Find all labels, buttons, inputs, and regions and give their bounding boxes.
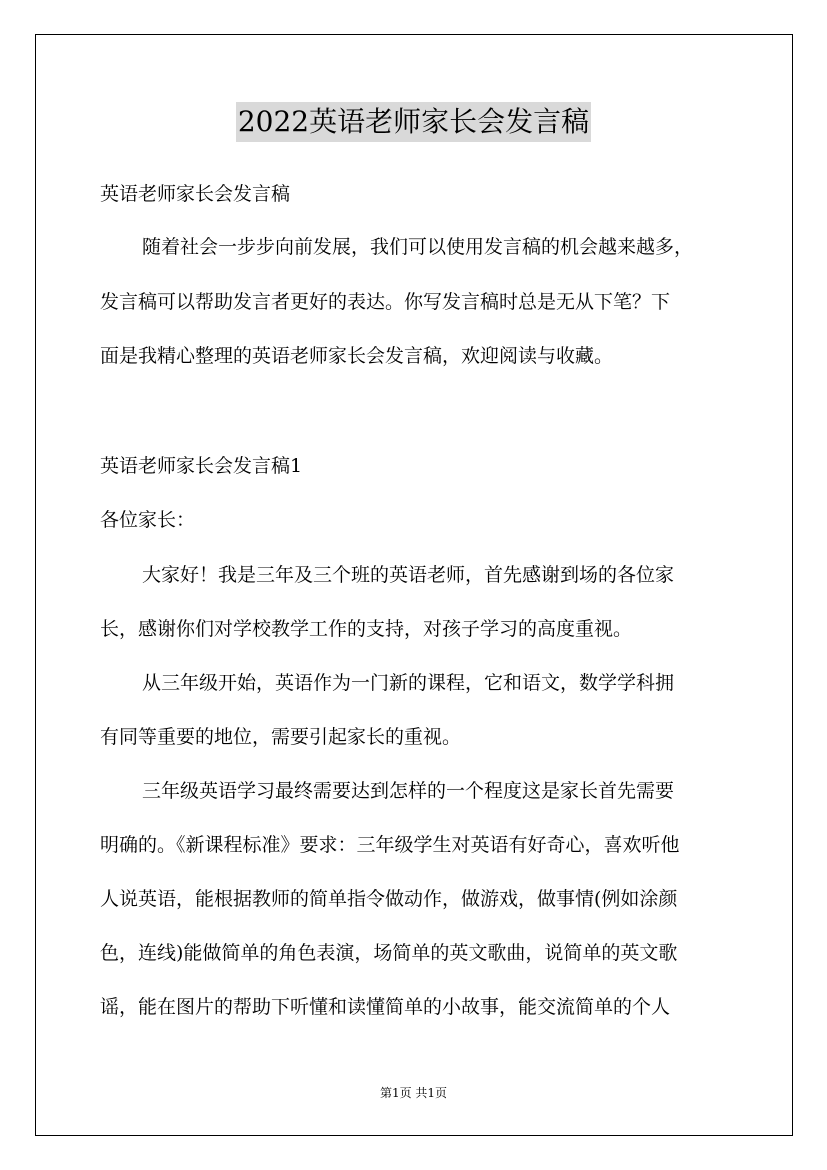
paragraph-line: 大家好！我是三年及三个班的英语老师，首先感谢到场的各位家 — [142, 564, 675, 586]
paragraph-line: 谣，能在图片的帮助下听懂和读懂简单的小故事，能交流简单的个人 — [100, 996, 671, 1018]
paragraph-line: 三年级英语学习最终需要达到怎样的一个程度这是家长首先需要 — [142, 780, 675, 802]
paragraph-line: 面是我精心整理的英语老师家长会发言稿，欢迎阅读与收藏。 — [100, 345, 614, 367]
paragraph-line: 人说英语，能根据教师的简单指令做动作，做游戏，做事情(例如涂颜 — [100, 888, 678, 910]
page-footer: 第1页 共1页 — [379, 1086, 448, 1100]
paragraph-line: 从三年级开始，英语作为一门新的课程，它和语文，数学学科拥 — [142, 672, 675, 694]
paragraph-line: 发言稿可以帮助发言者更好的表达。你写发言稿时总是无从下笔？下 — [100, 291, 671, 313]
paragraph-line: 色，连线)能做简单的角色表演，场简单的英文歌曲，说简单的英文歌 — [100, 942, 678, 964]
subtitle-line: 英语老师家长会发言稿 — [100, 183, 291, 205]
paragraph-line: 明确的。《新课程标准》要求：三年级学生对英语有好奇心，喜欢听他 — [100, 834, 680, 856]
paragraph-line: 长，感谢你们对学校教学工作的支持，对孩子学习的高度重视。 — [100, 618, 633, 640]
salutation: 各位家长： — [100, 509, 196, 531]
paragraph-line: 随着社会一步步向前发展，我们可以使用发言稿的机会越来越多， — [142, 236, 694, 258]
section-heading: 英语老师家长会发言稿1 — [100, 455, 303, 477]
document-title: 2022英语老师家长会发言稿 — [236, 102, 591, 142]
title-container — [0, 102, 827, 142]
paragraph-line: 有同等重要的地位，需要引起家长的重视。 — [100, 726, 462, 748]
